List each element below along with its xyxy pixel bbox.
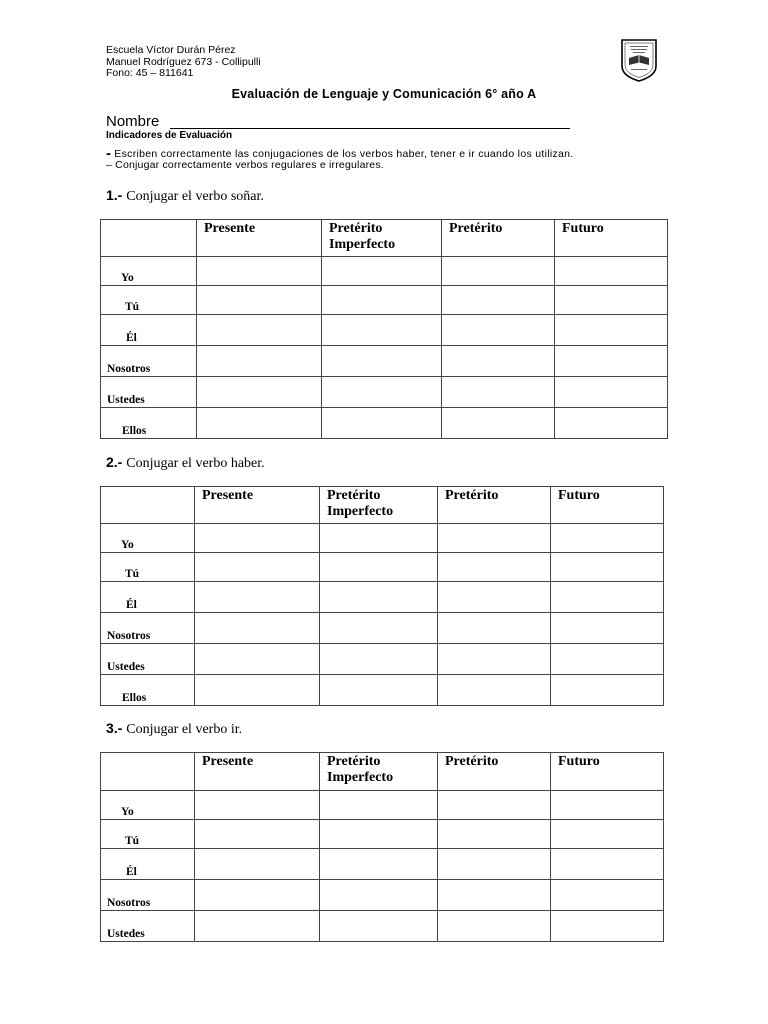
answer-cell[interactable] xyxy=(197,377,322,408)
answer-cell[interactable] xyxy=(438,553,551,582)
conjugation-table-1 xyxy=(100,219,668,439)
answer-cell[interactable] xyxy=(197,257,322,286)
answer-cell[interactable] xyxy=(195,849,320,880)
row-label: Ellos xyxy=(101,675,195,706)
answer-cell[interactable] xyxy=(442,408,555,439)
question-2-number: 2.- xyxy=(106,454,123,470)
answer-cell[interactable] xyxy=(551,849,664,880)
row-label: Él xyxy=(101,315,197,346)
answer-cell[interactable] xyxy=(551,791,664,820)
answer-cell[interactable] xyxy=(442,377,555,408)
conjugation-table-3 xyxy=(100,752,664,942)
answer-cell[interactable] xyxy=(551,644,664,675)
row-label: Yo xyxy=(101,791,195,820)
answer-cell[interactable] xyxy=(551,880,664,911)
answer-cell[interactable] xyxy=(195,791,320,820)
answer-cell[interactable] xyxy=(195,524,320,553)
answer-cell[interactable] xyxy=(438,791,551,820)
row-label: Yo xyxy=(101,524,195,553)
answer-cell[interactable] xyxy=(320,553,438,582)
dash-bullet: - xyxy=(106,145,112,162)
answer-cell[interactable] xyxy=(555,408,668,439)
row-label: Nosotros xyxy=(101,880,195,911)
answer-cell[interactable] xyxy=(555,315,668,346)
answer-cell[interactable] xyxy=(195,880,320,911)
answer-cell[interactable] xyxy=(438,644,551,675)
answer-cell[interactable] xyxy=(322,286,442,315)
row-label: Yo xyxy=(101,257,197,286)
answer-cell[interactable] xyxy=(322,257,442,286)
answer-cell[interactable] xyxy=(320,820,438,849)
answer-cell[interactable] xyxy=(195,675,320,706)
indicator-item-1-text: Escriben correctamente las conjugaciones de los verbos haber, tener e ir cuando los utilizan. xyxy=(114,148,574,160)
header-futuro: Futuro xyxy=(551,487,664,524)
answer-cell[interactable] xyxy=(320,613,438,644)
table-corner-cell xyxy=(101,487,195,524)
page-title: Evaluación de Lenguaje y Comunicación 6° año A xyxy=(231,87,537,101)
row-label: Tú xyxy=(101,553,195,582)
row-label: Él xyxy=(101,582,195,613)
answer-cell[interactable] xyxy=(442,346,555,377)
answer-cell[interactable] xyxy=(551,613,664,644)
answer-cell[interactable] xyxy=(555,286,668,315)
row-label: Ustedes xyxy=(101,911,195,942)
header-preterito: Pretérito xyxy=(438,753,551,791)
answer-cell[interactable] xyxy=(322,315,442,346)
school-phone: Fono: 45 – 811641 xyxy=(106,67,194,79)
indicator-item-2: – Conjugar correctamente verbos regulares e irregulares. xyxy=(106,159,384,171)
answer-cell[interactable] xyxy=(555,346,668,377)
answer-cell[interactable] xyxy=(551,582,664,613)
answer-cell[interactable] xyxy=(442,257,555,286)
answer-cell[interactable] xyxy=(555,257,668,286)
question-1-text: Conjugar el verbo soñar. xyxy=(126,189,264,204)
answer-cell[interactable] xyxy=(197,408,322,439)
header-preterito-imperfecto: Pretérito Imperfecto xyxy=(320,753,438,791)
answer-cell[interactable] xyxy=(551,553,664,582)
answer-cell[interactable] xyxy=(438,675,551,706)
answer-cell[interactable] xyxy=(322,346,442,377)
question-1-number: 1.- xyxy=(106,187,123,203)
answer-cell[interactable] xyxy=(438,613,551,644)
answer-cell[interactable] xyxy=(320,524,438,553)
answer-cell[interactable] xyxy=(442,286,555,315)
row-label: Tú xyxy=(101,820,195,849)
header-presente: Presente xyxy=(197,220,322,257)
header-futuro: Futuro xyxy=(551,753,664,791)
table-corner-cell xyxy=(101,753,195,791)
row-label: Nosotros xyxy=(101,346,197,377)
answer-cell[interactable] xyxy=(320,644,438,675)
header-preterito: Pretérito xyxy=(442,220,555,257)
school-header xyxy=(106,45,261,80)
answer-cell[interactable] xyxy=(320,791,438,820)
answer-cell[interactable] xyxy=(438,524,551,553)
answer-cell[interactable] xyxy=(195,911,320,942)
answer-cell[interactable] xyxy=(322,377,442,408)
answer-cell[interactable] xyxy=(195,613,320,644)
question-3 xyxy=(106,720,242,738)
question-2-text: Conjugar el verbo haber. xyxy=(126,456,265,471)
answer-cell[interactable] xyxy=(195,582,320,613)
answer-cell[interactable] xyxy=(197,346,322,377)
answer-cell[interactable] xyxy=(438,820,551,849)
answer-cell[interactable] xyxy=(195,820,320,849)
question-3-number: 3.- xyxy=(106,720,123,736)
answer-cell[interactable] xyxy=(438,582,551,613)
header-preterito: Pretérito xyxy=(438,487,551,524)
question-2 xyxy=(106,454,265,472)
answer-cell[interactable] xyxy=(195,553,320,582)
answer-cell[interactable] xyxy=(322,408,442,439)
answer-cell[interactable] xyxy=(551,524,664,553)
answer-cell[interactable] xyxy=(320,675,438,706)
conjugation-table-2 xyxy=(100,486,664,706)
header-presente: Presente xyxy=(195,753,320,791)
row-label: Él xyxy=(101,849,195,880)
question-3-text: Conjugar el verbo ir. xyxy=(126,722,243,737)
answer-cell[interactable] xyxy=(320,911,438,942)
question-1 xyxy=(106,187,264,205)
answer-cell[interactable] xyxy=(320,582,438,613)
answer-cell[interactable] xyxy=(442,315,555,346)
school-name: Escuela Víctor Durán Pérez xyxy=(106,44,236,56)
table-corner-cell xyxy=(101,220,197,257)
answer-cell[interactable] xyxy=(438,880,551,911)
nombre-field-line[interactable] xyxy=(170,128,570,129)
answer-cell[interactable] xyxy=(195,644,320,675)
answer-cell[interactable] xyxy=(551,675,664,706)
answer-cell[interactable] xyxy=(320,880,438,911)
answer-cell[interactable] xyxy=(438,911,551,942)
header-preterito-imperfecto: Pretérito Imperfecto xyxy=(322,220,442,257)
row-label: Ellos xyxy=(101,408,197,439)
school-crest-icon xyxy=(620,38,658,82)
answer-cell[interactable] xyxy=(320,849,438,880)
answer-cell[interactable] xyxy=(551,820,664,849)
answer-cell[interactable] xyxy=(197,286,322,315)
header-preterito-imperfecto: Pretérito Imperfecto xyxy=(320,487,438,524)
answer-cell[interactable] xyxy=(197,315,322,346)
answer-cell[interactable] xyxy=(438,849,551,880)
row-label: Ustedes xyxy=(101,377,197,408)
answer-cell[interactable] xyxy=(551,911,664,942)
school-address: Manuel Rodríguez 673 - Collipulli xyxy=(106,55,261,68)
nombre-label: Nombre xyxy=(106,113,160,130)
answer-cell[interactable] xyxy=(555,377,668,408)
header-futuro: Futuro xyxy=(555,220,668,257)
indicators-title: Indicadores de Evaluación xyxy=(106,130,233,141)
row-label: Ustedes xyxy=(101,644,195,675)
row-label: Tú xyxy=(101,286,197,315)
row-label: Nosotros xyxy=(101,613,195,644)
header-presente: Presente xyxy=(195,487,320,524)
